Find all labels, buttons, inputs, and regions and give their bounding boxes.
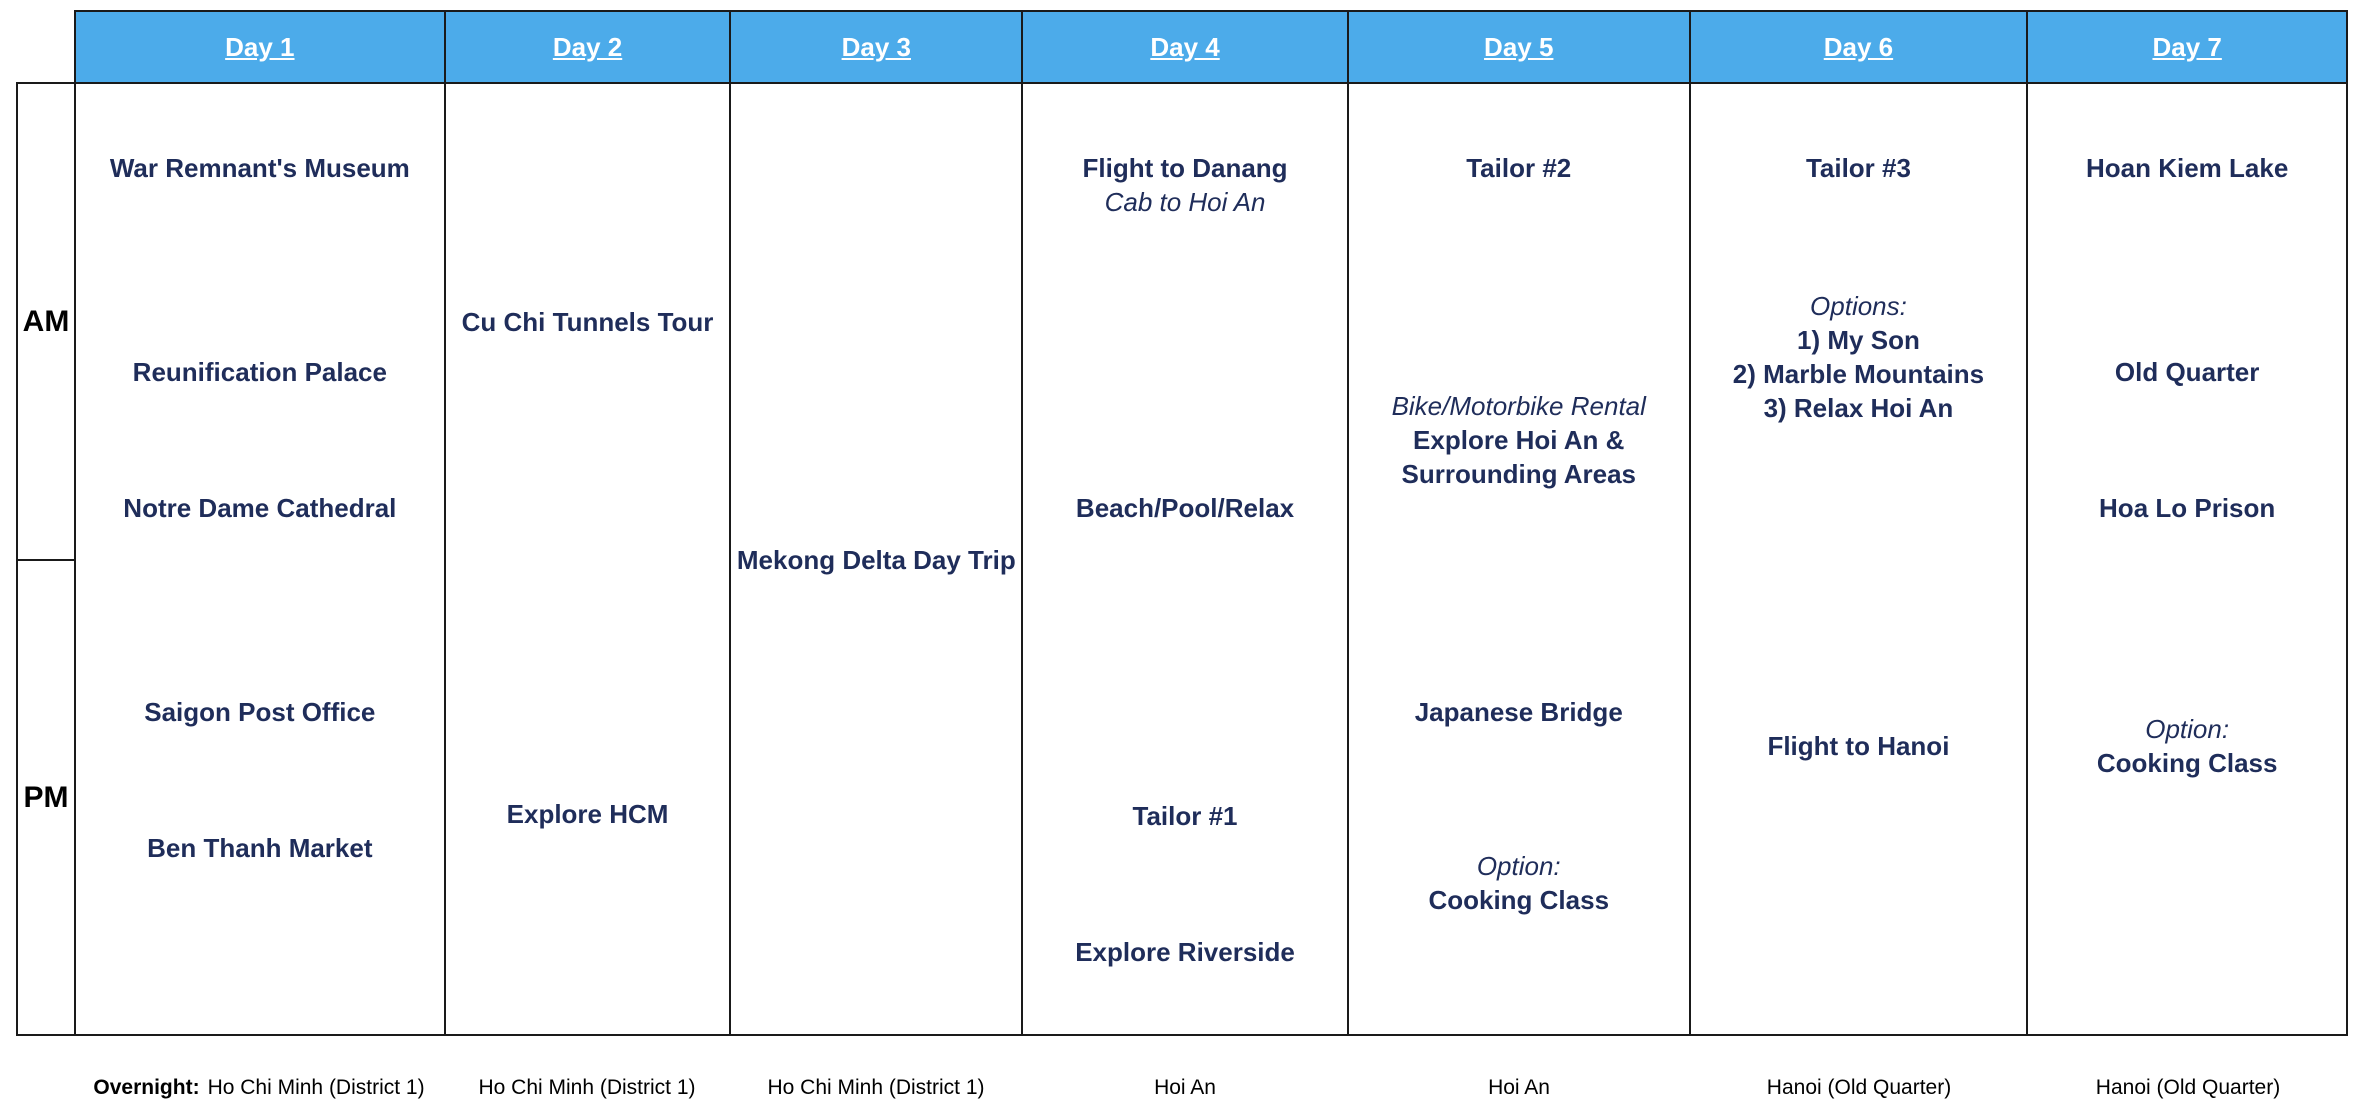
activity-line: Notre Dame Cathedral — [123, 493, 397, 523]
activity-line: Hoan Kiem Lake — [2086, 153, 2289, 183]
time-of-day-column — [16, 82, 74, 1036]
activity — [2028, 355, 2346, 389]
activity — [76, 151, 444, 185]
activity — [1349, 849, 1689, 917]
activity — [76, 491, 444, 525]
activity — [446, 305, 730, 339]
activity-line: Beach/Pool/Relax — [1075, 493, 1295, 523]
activity — [1023, 935, 1347, 969]
activity — [1691, 729, 2027, 763]
activity-line: 2) Marble Mountains — [1732, 359, 1985, 389]
overnight-location: Ho Chi Minh (District 1) — [478, 1076, 696, 1099]
activity — [1691, 289, 2027, 425]
overnight-cell — [1022, 1070, 1348, 1106]
activity-note: Cab to Hoi An — [1104, 187, 1266, 217]
activity-line: Tailor #3 — [1805, 153, 1911, 183]
activity — [731, 543, 1021, 577]
overnight-cell — [1348, 1070, 1690, 1106]
activity-line: Explore Hoi An & — [1413, 425, 1625, 455]
day-header-label[interactable]: Day 2 — [552, 31, 623, 62]
day-header-1[interactable] — [76, 12, 446, 84]
activity-note: Bike/Motorbike Rental — [1391, 391, 1646, 421]
overnight-cell — [2028, 1070, 2348, 1106]
activity-line: 3) Relax Hoi An — [1763, 393, 1954, 423]
overnight-cell — [730, 1070, 1022, 1106]
day-header-6[interactable] — [1691, 12, 2029, 84]
day-column-7 — [2028, 82, 2348, 1034]
days-header-row — [74, 10, 2348, 82]
activity — [1023, 491, 1347, 525]
activity-line: Hoa Lo Prison — [2099, 493, 2276, 523]
activity-line: Flight to Danang — [1082, 153, 1288, 183]
activity-note: Option: — [2145, 714, 2230, 744]
overnight-location: Hoi An — [1488, 1076, 1550, 1099]
day-column-6 — [1691, 82, 2029, 1034]
day-header-3[interactable] — [731, 12, 1023, 84]
am-label: AM — [22, 304, 70, 338]
day-header-label[interactable]: Day 3 — [841, 31, 911, 62]
day-column-1 — [76, 82, 446, 1034]
activity-line: 1) My Son — [1797, 325, 1920, 355]
activity — [1349, 151, 1689, 185]
activity-line: Cooking Class — [1428, 885, 1610, 915]
day-header-label[interactable]: Day 1 — [225, 31, 295, 62]
overnight-label: Overnight: — [93, 1076, 200, 1099]
activity — [1691, 151, 2027, 185]
activity — [1349, 389, 1689, 491]
activity-line: Mekong Delta Day Trip — [736, 545, 1016, 575]
day-header-label[interactable]: Day 6 — [1823, 31, 1894, 62]
overnight-cell — [1690, 1070, 2028, 1106]
activity — [1023, 799, 1347, 833]
overnight-location: Ho Chi Minh (District 1) — [207, 1076, 425, 1099]
activity-line: Surrounding Areas — [1401, 459, 1636, 489]
day-column-5 — [1349, 82, 1691, 1034]
itinerary-grid — [74, 82, 2348, 1036]
activity-line: Cu Chi Tunnels Tour — [461, 307, 714, 337]
activity-line: Explore Riverside — [1075, 937, 1295, 967]
activity-line: War Remnant's Museum — [109, 153, 410, 183]
day-header-label[interactable]: Day 4 — [1150, 31, 1220, 62]
day-header-7[interactable] — [2028, 12, 2348, 84]
activity-line: Tailor #1 — [1132, 801, 1238, 831]
activity-line: Ben Thanh Market — [147, 833, 373, 863]
day-column-4 — [1023, 82, 1349, 1034]
activity-note: Option: — [1476, 851, 1561, 881]
activity-line: Cooking Class — [2096, 748, 2278, 778]
day-header-5[interactable] — [1349, 12, 1691, 84]
overnight-location: Hanoi (Old Quarter) — [1766, 1076, 1952, 1099]
activity — [446, 797, 730, 831]
day-header-2[interactable] — [446, 12, 732, 84]
activity — [1349, 695, 1689, 729]
activity — [2028, 491, 2346, 525]
overnight-location: Ho Chi Minh (District 1) — [767, 1076, 985, 1099]
overnight-location: Hoi An — [1154, 1076, 1216, 1099]
activity-line: Flight to Hanoi — [1767, 731, 1950, 761]
activity — [2028, 712, 2346, 780]
activity-line: Saigon Post Office — [144, 697, 376, 727]
day-header-label[interactable]: Day 7 — [2152, 31, 2222, 62]
activity — [76, 695, 444, 729]
pm-cell — [18, 561, 74, 1034]
am-cell — [18, 84, 74, 559]
activity-note: Options: — [1810, 291, 1907, 321]
activity-line: Japanese Bridge — [1414, 697, 1623, 727]
overnight-cell — [74, 1070, 444, 1106]
day-column-3 — [731, 82, 1023, 1034]
overnight-location: Hanoi (Old Quarter) — [2095, 1076, 2281, 1099]
overnight-row — [74, 1070, 2348, 1106]
activity-line: Reunification Palace — [132, 357, 387, 387]
activity — [76, 831, 444, 865]
activity-line: Tailor #2 — [1466, 153, 1572, 183]
day-column-2 — [446, 82, 732, 1034]
activity-line: Old Quarter — [2114, 357, 2260, 387]
activity — [76, 355, 444, 389]
pm-label: PM — [23, 780, 69, 814]
activity — [1023, 151, 1347, 219]
day-header-4[interactable] — [1023, 12, 1349, 84]
activity-line: Explore HCM — [506, 799, 669, 829]
activity — [2028, 151, 2346, 185]
day-header-label[interactable]: Day 5 — [1484, 31, 1554, 62]
overnight-cell — [444, 1070, 730, 1106]
